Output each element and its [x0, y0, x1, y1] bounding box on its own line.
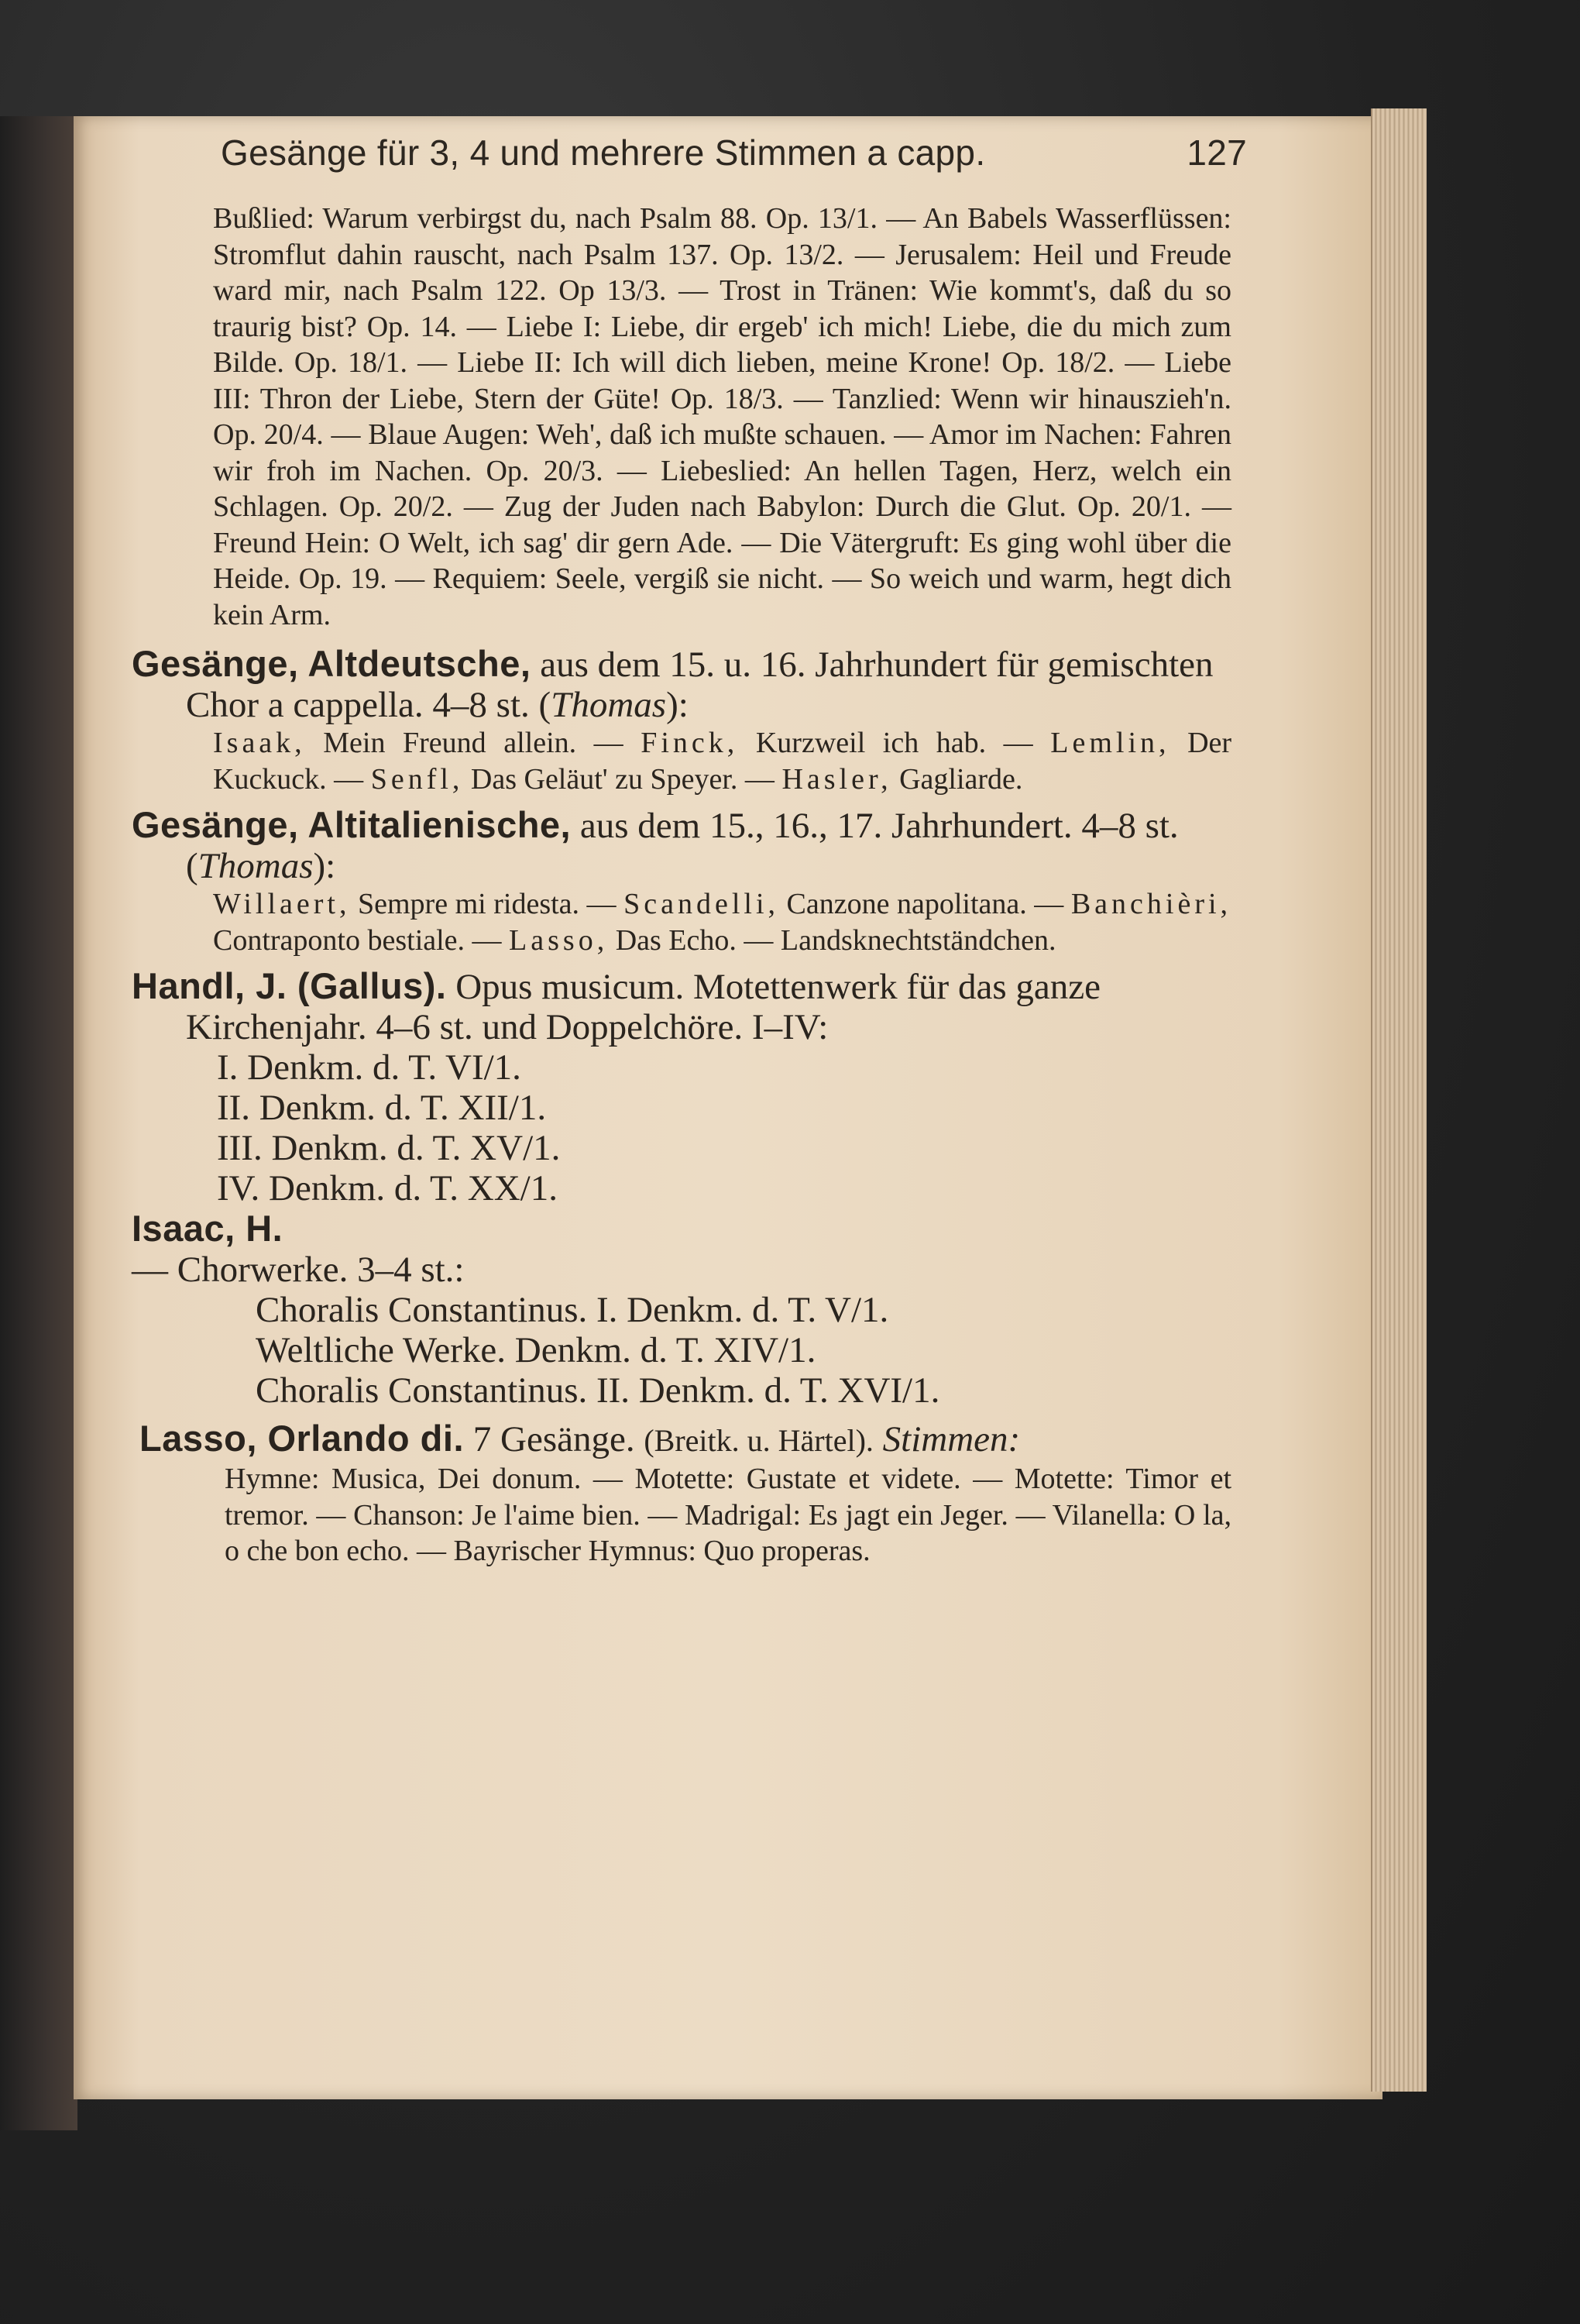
composer-name: Willaert, — [213, 888, 351, 920]
entry-desc: 7 Gesänge. — [472, 1419, 635, 1459]
entry-publisher: (Breitk. u. Härtel). — [644, 1423, 874, 1458]
entry-desc: aus dem 15., 16., 17. Jahrhundert. 4–8 st. — [579, 806, 1179, 846]
piece-title: Das Echo. — Landsknechtständchen. — [615, 923, 1056, 957]
entry-name: Lasso, Orlando di. — [139, 1418, 465, 1459]
entry-body — [213, 886, 1231, 958]
list-item: II. Denkm. d. T. XII/1. — [217, 1088, 547, 1128]
piece-title: Canzone napolitana. — — [786, 888, 1064, 920]
piece-title: Der Kuckuck. — — [213, 727, 1232, 796]
entry-desc: Opus musicum. Motettenwerk für das ganze Kirchenjahr. 4–6 st. und Doppelchöre. I–IV: — [186, 967, 1101, 1047]
entry-subheading: — Chorwerke. 3–4 st.: — [132, 1250, 465, 1290]
list-item: IV. Denkm. d. T. XX/1. — [217, 1168, 558, 1208]
entry-handl — [132, 965, 1231, 1208]
entry-body — [213, 725, 1231, 797]
volume-list — [217, 1047, 1231, 1208]
list-item: Choralis Constantinus. I. Denkm. d. T. V/1. — [256, 1290, 889, 1330]
entry-name: Gesänge, Altdeutsche, — [132, 643, 531, 684]
composer-name: Scandelli, — [623, 888, 779, 920]
list-item: I. Denkm. d. T. VI/1. — [217, 1047, 521, 1088]
list-item: Weltliche Werke. Denkm. d. T. XIV/1. — [256, 1330, 816, 1370]
entry-name: Isaac, H. — [132, 1208, 283, 1249]
piece-title: Sempre mi ridesta. — — [358, 888, 617, 920]
running-header — [221, 132, 1247, 174]
entry-name: Gesänge, Altitalienische, — [132, 804, 572, 845]
entry-altitalienische: Gesänge, Altitalienische, aus dem 15., 16., 17. Jahrhundert. 4–8 st. (Thomas): Willaert, Sempre mi ridesta. — Scandelli, Canzone napolitana. — Banchièri, Contraponto bestiale. — Lasso, Das Echo. — Landsknechtständchen. — [147, 805, 1231, 958]
composer-name: Lasso, — [509, 923, 609, 957]
entry-isaac — [132, 1208, 1231, 1411]
entry-editor: Thomas — [551, 685, 667, 725]
entry-altdeutsche: Gesänge, Altdeutsche, aus dem 15. u. 16. Jahrhundert für gemischten Chor a cappella. 4–8 st. (Thomas): Isaak, Mein Freund allein. — Finck, Kurzweil ich hab. — Lemlin, Der Kuckuck. — Senfl, Das Geläut' zu Speyer. — Hasler, Gagliarde. — [147, 644, 1231, 797]
piece-title: Mein Freund allein. — — [323, 727, 623, 759]
piece-title: Kurzweil ich hab. — — [755, 727, 1033, 759]
composer-name: Banchièri, — [1070, 888, 1232, 920]
piece-title: Contraponto bestiale. — — [213, 923, 502, 957]
composer-name: Lemlin, — [1050, 727, 1170, 759]
page-content — [132, 132, 1247, 1569]
entry-editor: Thomas — [198, 846, 314, 886]
list-item: Choralis Constantinus. II. Denkm. d. T. XVI/1. — [256, 1370, 940, 1411]
composer-name: Senfl, — [370, 762, 464, 796]
list-item: III. Denkm. d. T. XV/1. — [217, 1128, 561, 1168]
entry-desc: aus dem 15. u. 16. Jahrhundert für gemischten Chor a cappella. 4–8 st. — [186, 645, 1214, 725]
piece-title: Das Geläut' zu Speyer. — — [470, 762, 775, 796]
composer-name: Hasler, — [781, 762, 892, 796]
volume-list — [256, 1290, 1231, 1411]
entry-lasso — [139, 1418, 1231, 1569]
entry-name: Handl, J. (Gallus). — [132, 965, 447, 1006]
piece-title: Gagliarde. — [899, 762, 1023, 796]
composer-name: Finck, — [641, 727, 739, 759]
header-title: Gesänge für 3, 4 und mehrere Stimmen a capp. — [221, 132, 986, 173]
composer-name: Isaak, — [213, 727, 306, 759]
entry-body: Hymne: Musica, Dei donum. — Motette: Gustate et videte. — Motette: Timor et tremor. — Chanson: Je l'aime bien. — Madrigal: Es jagt ein Jeger. — Vilanella: O la, o che bon echo. — Bayrischer Hymnus: Quo properas. — [225, 1463, 1231, 1567]
continuation-text: Bußlied: Warum verbirgst du, nach Psalm 88. Op. 13/1. — An Babels Wasserflüssen: Stromflut dahin rauscht, nach Psalm 137. Op. 13/2. — Jerusalem: Heil und Freude ward mir, nach Psalm 122. Op 13/3. — Trost in Tränen: Wie kommt's, daß du so traurig bist? Op. 14. — Liebe I: Liebe, dir ergeb' ich mich! Liebe, die du mich zum Bilde. Op. 18/1. — Liebe II: Ich will dich lieben, meine Krone! Op. 18/2. — Liebe III: Thron der Liebe, Stern der Güte! Op. 18/3. — Tanzlied: Wenn wir hinauszieh'n. Op. 20/4. — Blaue Augen: Weh', daß ich mußte schauen. — Amor im Nachen: Fahren wir froh im Nachen. Op. 20/3. — Liebeslied: An hellen Tagen, Herz, welch ein Schlagen. Op. 20/2. — Zug der Juden nach Babylon: Durch die Glut. Op. 20/1. — Freund Hein: O Welt, ich sag' dir gern Ade. — Die Vätergruft: Es ging wohl über die Heide. Op. 19. — Requiem: Seele, vergiß sie nicht. — So weich und warm, hegt dich kein Arm. — [213, 202, 1231, 631]
page-number: 127 — [1187, 132, 1247, 173]
entry-stimmen: Stimmen: — [882, 1419, 1021, 1459]
page-edges — [1371, 108, 1427, 2092]
book-spine — [0, 116, 77, 2130]
